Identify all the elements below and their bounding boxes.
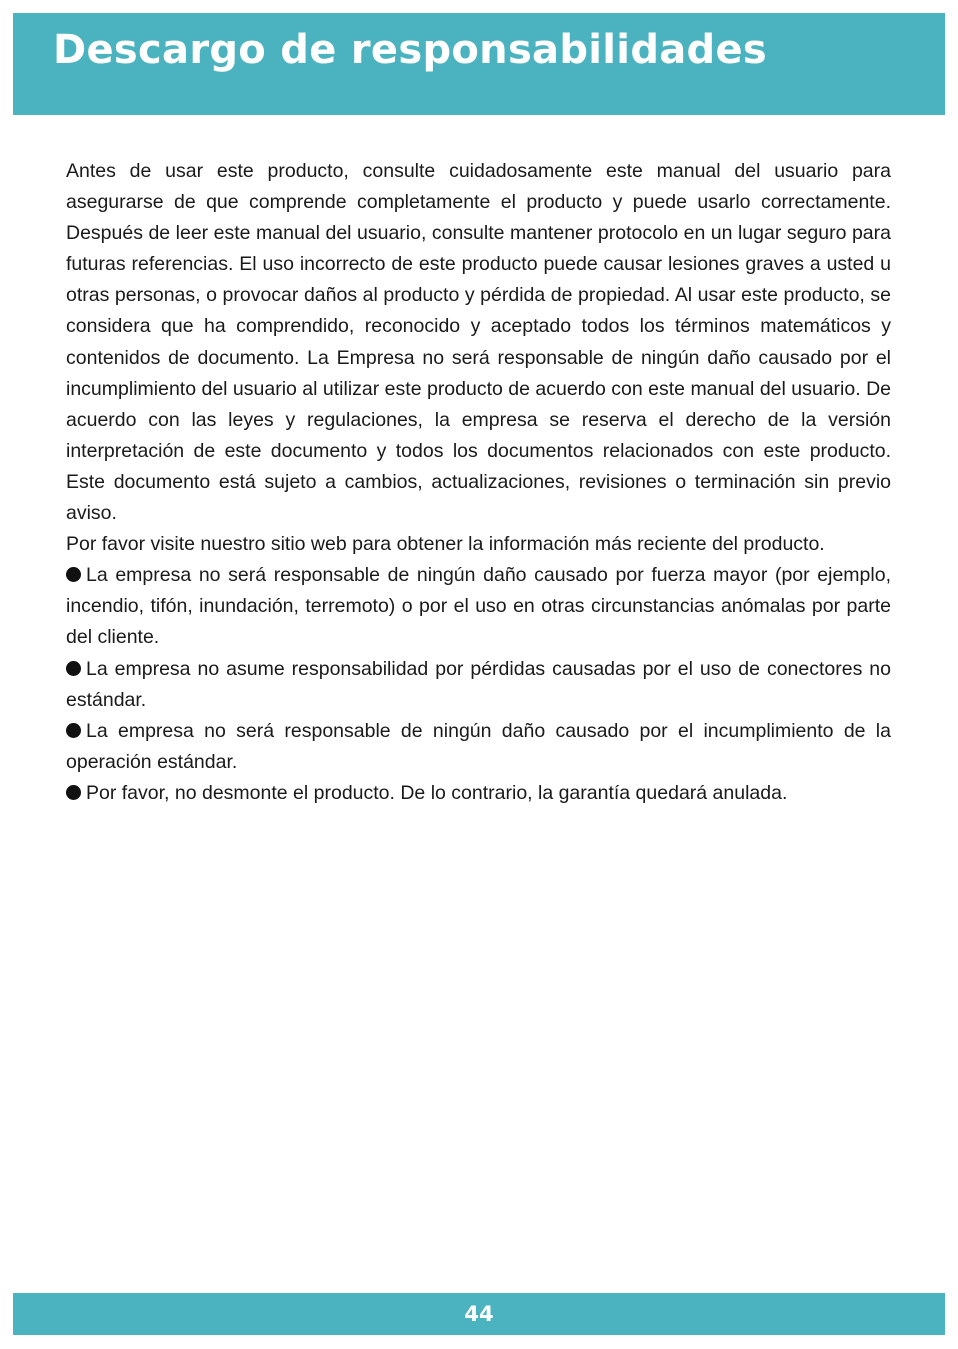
page-title: Descargo de responsabilidades bbox=[53, 27, 768, 73]
bullet-text: La empresa no será responsable de ningún daño causado por el incumplimiento de la operación estándar. bbox=[66, 719, 891, 773]
bullet-icon bbox=[66, 661, 81, 676]
bullet-icon bbox=[66, 723, 81, 738]
bullet-item bbox=[66, 778, 891, 809]
bullet-text: La empresa no asume responsabilidad por pérdidas causadas por el uso de conectores no estándar. bbox=[66, 657, 891, 711]
bullet-text: La empresa no será responsable de ningún daño causado por fuerza mayor (por ejemplo, incendio, tifón, inundación, terremoto) o por el uso en otras circunstancias anómalas por parte del cliente. bbox=[66, 564, 891, 649]
page-number: 44 bbox=[464, 1302, 494, 1326]
intro-paragraph: Antes de usar este producto, consulte cuidadosamente este manual del usuario para asegurarse de que comprende completamente el producto y puede usarlo correctamente. Después de leer este manual del usuario, consulte mantener protocolo en un lugar seguro para futuras referencias. El uso incorrecto de este producto puede causar lesiones graves a usted u otras personas, o provocar daños al producto y pérdida de propiedad. Al usar este producto, se considera que ha comprendido, reconocido y aceptado todos los términos matemáticos y contenidos de documento. La Empresa no será responsable de ningún daño causado por el incumplimiento del usuario al utilizar este producto de acuerdo con este manual del usuario. De acuerdo con las leyes y regulaciones, la empresa se reserva el derecho de la versión interpretación de este documento y todos los documentos relacionados con este producto. Este documento está sujeto a cambios, actualizaciones, revisiones o terminación sin previo aviso. bbox=[66, 160, 891, 525]
bullet-item bbox=[66, 716, 891, 778]
footer-band bbox=[13, 1293, 945, 1335]
bullet-icon bbox=[66, 567, 81, 582]
bullet-item bbox=[66, 654, 891, 716]
website-paragraph: Por favor visite nuestro sitio web para obtener la información más reciente del producto. bbox=[66, 533, 825, 556]
bullet-text: Por favor, no desmonte el producto. De lo contrario, la garantía quedará anulada. bbox=[86, 781, 788, 804]
bullet-icon bbox=[66, 785, 81, 800]
bullet-item bbox=[66, 560, 891, 653]
body-text bbox=[66, 156, 891, 809]
